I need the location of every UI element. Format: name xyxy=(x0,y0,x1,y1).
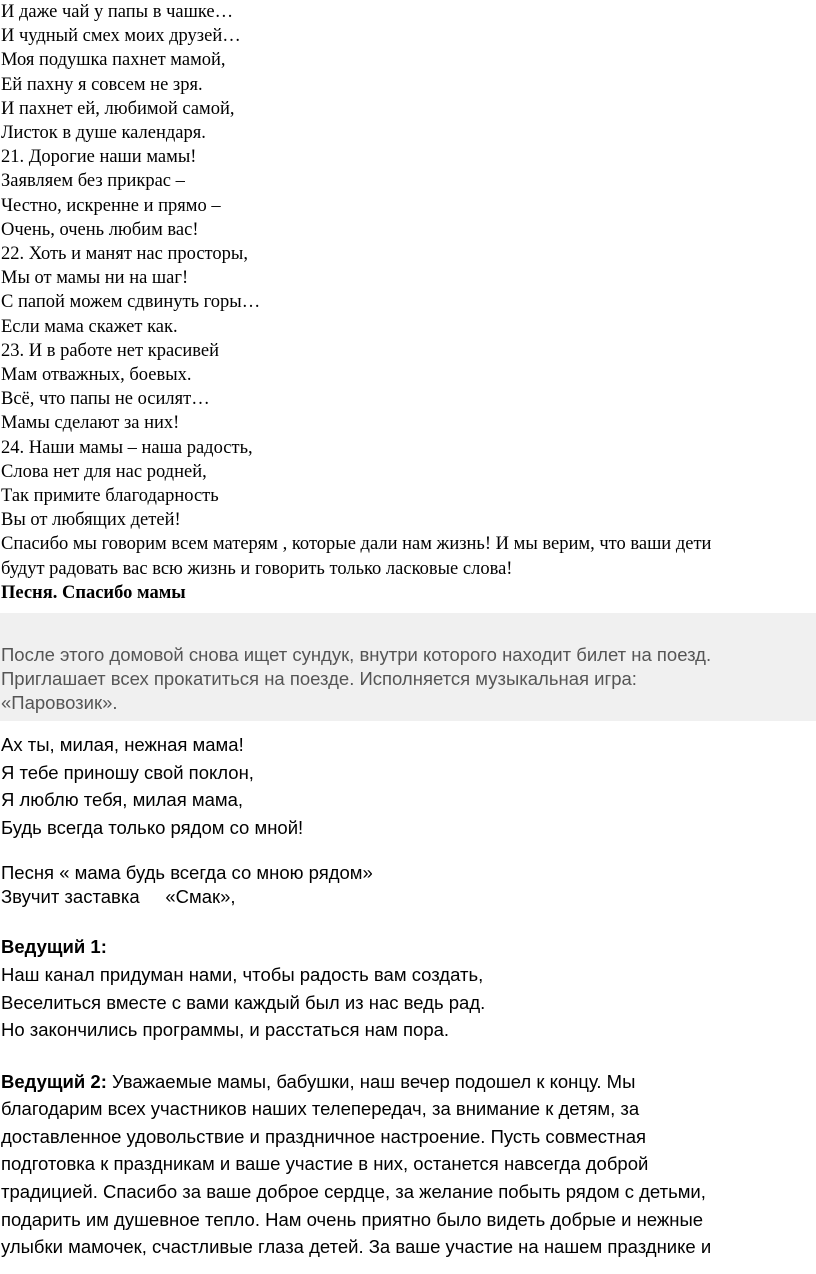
thanks-line: будут радовать вас всю жизнь и говорить только ласковые слова! xyxy=(1,558,513,579)
poem-line: И чудный смех моих друзей… xyxy=(1,26,241,47)
host2-first-line-text: Уважаемые мамы, бабушки, наш вечер подошел к концу. Мы xyxy=(106,1070,636,1092)
poem-line: Очень, очень любим вас! xyxy=(1,219,199,240)
poem-line: 22. Хоть и манят нас просторы, xyxy=(1,244,248,265)
poem-line: 24. Наши мамы – наша радость, xyxy=(1,437,253,458)
host1-line: Но закончились программы, и расстаться нам пора. xyxy=(1,1019,450,1041)
poem-line: И пахнет ей, любимой самой, xyxy=(1,98,235,119)
scene-line: Приглашает всех прокатиться на поезде. Исполняется музыкальная игра: xyxy=(1,668,637,690)
scene-description xyxy=(0,637,816,721)
lyrics-line: Ах ты, милая, нежная мама! xyxy=(1,734,244,756)
host2-label: Ведущий 2: xyxy=(1,1070,107,1092)
poem-line: Вы от любящих детей! xyxy=(1,510,181,531)
poem-line: Так примите благодарность xyxy=(1,486,219,507)
poem-line: Листок в душе календаря. xyxy=(1,123,206,144)
host2-line: благодарим всех участников наших телепередач, за внимание к детям, за xyxy=(1,1098,640,1120)
host2-line: традицией. Спасибо за ваше доброе сердце, за желание побыть рядом с детьми, xyxy=(1,1180,706,1202)
poem-section xyxy=(0,0,816,605)
poem-line: И даже чай у папы в чашке… xyxy=(1,2,234,22)
poem-line: 21. Дорогие наши мамы! xyxy=(1,147,197,168)
poem-line: Слова нет для нас родней, xyxy=(1,461,207,482)
lyrics-line: Я люблю тебя, милая мама, xyxy=(1,789,244,811)
poem-line: Честно, искренне и прямо – xyxy=(1,195,221,216)
song-line: Звучит заставка «Смак», xyxy=(1,886,236,908)
song-heading: Песня. Спасибо мамы xyxy=(1,582,186,603)
host2-speech xyxy=(0,1068,816,1261)
host2-line: доставленное удовольствие и праздничное настроение. Пусть совместная xyxy=(1,1125,647,1147)
host2-first-line xyxy=(1,1068,816,1096)
poem-line: Мамы сделают за них! xyxy=(1,413,180,434)
poem-line: 23. И в работе нет красивей xyxy=(1,340,220,361)
scene-line: После этого домовой снова ищет сундук, внутри которого находит билет на поезд. xyxy=(1,644,712,666)
thanks-line: Спасибо мы говорим всем матерям , которые дали нам жизнь! И мы верим, что ваши дети xyxy=(1,534,712,555)
lyrics-line: Будь всегда только рядом со мной! xyxy=(1,816,304,838)
host2-line: подарить им душевное тепло. Нам очень приятно было видеть добрые и нежные xyxy=(1,1208,704,1230)
host1-line: Веселиться вместе с вами каждый был из нас ведь рад. xyxy=(1,991,486,1013)
lyrics-section xyxy=(0,731,816,841)
host2-line: улыбки мамочек, счастливые глаза детей. За ваше участие на нашем празднике и xyxy=(1,1236,712,1258)
gray-band xyxy=(0,613,816,637)
poem-line: С папой можем сдвинуть горы… xyxy=(1,292,261,313)
poem-line: Мы от мамы ни на шаг! xyxy=(1,268,189,289)
poem-line: Всё, что папы не осилят… xyxy=(1,389,210,410)
host1-line: Наш канал придуман нами, чтобы радость вам создать, xyxy=(1,964,484,986)
song-line: Песня « мама будь всегда со мною рядом» xyxy=(1,862,373,884)
host1-label: Ведущий 1: xyxy=(1,936,107,958)
song-section xyxy=(0,861,816,909)
poem-line: Мам отважных, боевых. xyxy=(1,365,192,386)
lyrics-line: Я тебе приношу свой поклон, xyxy=(1,761,254,783)
poem-line: Ей пахну я совсем не зря. xyxy=(1,74,203,95)
scene-line: «Паровозик». xyxy=(1,692,118,714)
poem-line: Заявляем без прикрас – xyxy=(1,171,185,192)
poem-line: Моя подушка пахнет мамой, xyxy=(1,50,226,71)
host2-line: подготовка к праздникам и ваше участие в них, останется навсегда доброй xyxy=(1,1153,649,1175)
host1-speech xyxy=(0,961,816,1044)
poem-line: Если мама скажет как. xyxy=(1,316,178,337)
